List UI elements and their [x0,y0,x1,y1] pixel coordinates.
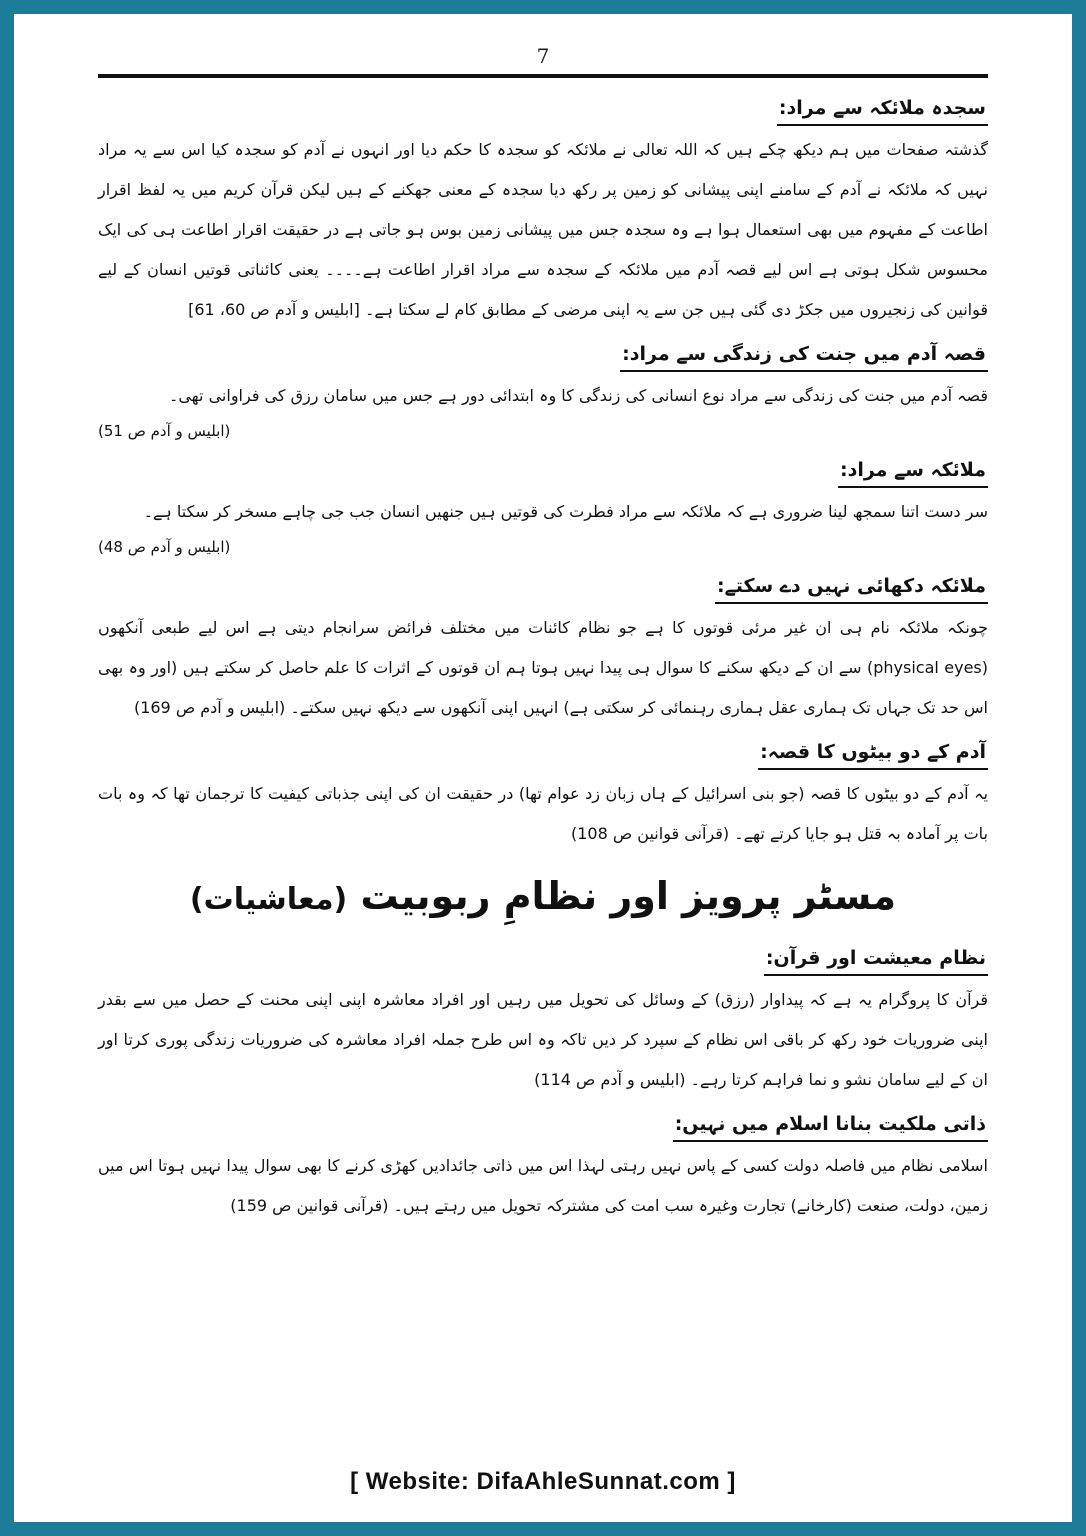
heading-ownership: ذاتی ملکیت بنانا اسلام میں نہیں: [673,1108,988,1142]
section-jannat [98,338,988,446]
main-title-subtitle: (معاشیات) [189,882,348,917]
heading-malaika: ملائکہ سے مراد: [838,454,988,488]
heading-economy: نظام معیشت اور قرآن: [764,942,988,976]
section-invisible [98,570,988,728]
section-malaika [98,454,988,562]
paragraph-jannat: قصہ آدم میں جنت کی زندگی سے مراد نوع انسانی کی زندگی کا وہ ابتدائی دور ہے جس میں سامان رزق کی فراوانی تھی۔ [168,386,988,405]
reference-jannat: (ابلیس و آدم ص 51) [98,422,231,440]
page-number: 7 [536,44,550,68]
section-ownership [98,1108,988,1226]
website-footer: [ Website: DifaAhleSunnat.com ] [350,1468,736,1495]
section-two-sons [98,736,988,854]
heading-sajda: سجدہ ملائکہ سے مراد: [777,92,988,126]
content [98,92,988,1234]
paragraph-invisible: چونکہ ملائکہ نام ہی ان غیر مرئی قوتوں کا ہے جو نظام کائنات میں مختلف فرائض سرانجام دیتی ہے اس لیے طبعی آنکھوں (physical eyes) سے ان کے دیکھ سکنے کا سوال ہی پیدا نہیں ہوتا ہم ان قوتوں کے اثرات کا علم حاصل کر سکتے ہیں (اور وہ بھی اس حد تک جہاں تک ہماری عقل ہماری رہنمائی کر سکتی ہے) انہیں اپنی آنکھوں سے دیکھ نہیں سکتے۔ (ابلیس و آدم ص 169) [98,618,989,717]
paragraph-sajda: گذشتہ صفحات میں ہم دیکھ چکے ہیں کہ اللہ تعالی نے ملائکہ کو سجدہ کا حکم دیا اور انہوں نے آدم کو سجدہ کیا اس سے یہ مراد نہیں کہ ملائکہ نے آدم کے سامنے اپنی پیشانی کو زمین پر رکھ دیا سجدہ کے معنی جھکنے کے ہیں لیکن قرآن کریم میں یہ لفظ اقرار اطاعت کے مفہوم میں بھی استعمال ہوا ہے وہ سجدہ جس میں پیشانی زمین بوس ہو جاتی ہے در حقیقت اقرار اطاعت ہی کی ایک محسوس شکل ہوتی ہے اس لیے قصہ آدم میں ملائکہ کے سجدہ سے مراد اقرار اطاعت ہے۔۔۔۔ یعنی کائناتی قوتیں انسان کے لیے قوانین کی زنجیروں میں جکڑ دی گئی ہیں جن سے یہ اپنی مرضی کے مطابق کام لے سکتا ہے۔ [ابلیس و آدم ص 60، 61] [98,140,989,319]
section-sajda [98,92,988,330]
heading-two-sons: آدم کے دو بیٹوں کا قصہ: [758,736,988,770]
paragraph-ownership: اسلامی نظام میں فاصلہ دولت کسی کے پاس نہیں رہتی لہذا اس میں ذاتی جائدادیں کھڑی کرنے کا بھی سوال پیدا نہیں ہوتا اس میں زمین، دولت، صنعت (کارخانے) تجارت وغیرہ سب امت کی مشترکہ تحویل میں رہتے ہیں۔ (قرآنی قوانین ص 159) [98,1156,988,1215]
paragraph-economy: قرآن کا پروگرام یہ ہے کہ پیداوار (رزق) کے وسائل کی تحویل میں رہیں اور افراد معاشرہ اپنی اپنی محنت کے حصل میں سے بقدر اپنی ضروریات خود رکھ کر باقی اس نظام کے سپرد کر دیں تاکہ وہ اس طرح جملہ افراد معاشرہ کی ضروریات زندگی پوری کرتا اور ان کے لیے سامان نشو و نما فراہم کرتا رہے۔ (ابلیس و آدم ص 114) [98,990,988,1089]
main-title-text: مسٹر پرویز اور نظامِ ربوبیت [360,874,897,918]
paragraph-malaika: سر دست اتنا سمجھ لینا ضروری ہے کہ ملائکہ سے مراد فطرت کی قوتیں ہیں جنھیں انسان جب جی چاہے مسخر کر سکتا ہے۔ [143,502,988,521]
heading-invisible: ملائکہ دکھائی نہیں دے سکتے: [715,570,988,604]
reference-malaika: (ابلیس و آدم ص 48) [98,538,231,556]
section-economy [98,942,988,1100]
main-title [98,864,988,932]
header-rule [98,74,988,78]
heading-jannat: قصہ آدم میں جنت کی زندگی سے مراد: [620,338,988,372]
paragraph-two-sons: یہ آدم کے دو بیٹوں کا قصہ (جو بنی اسرائیل کے ہاں زبان زد عوام تھا) در حقیقت ان کی اپنی جذباتی کیفیت کا ترجمان تھا کہ وہ بات بات پر آمادہ بہ قتل ہو جایا کرتے تھے۔ (قرآنی قوانین ص 108) [98,784,988,843]
